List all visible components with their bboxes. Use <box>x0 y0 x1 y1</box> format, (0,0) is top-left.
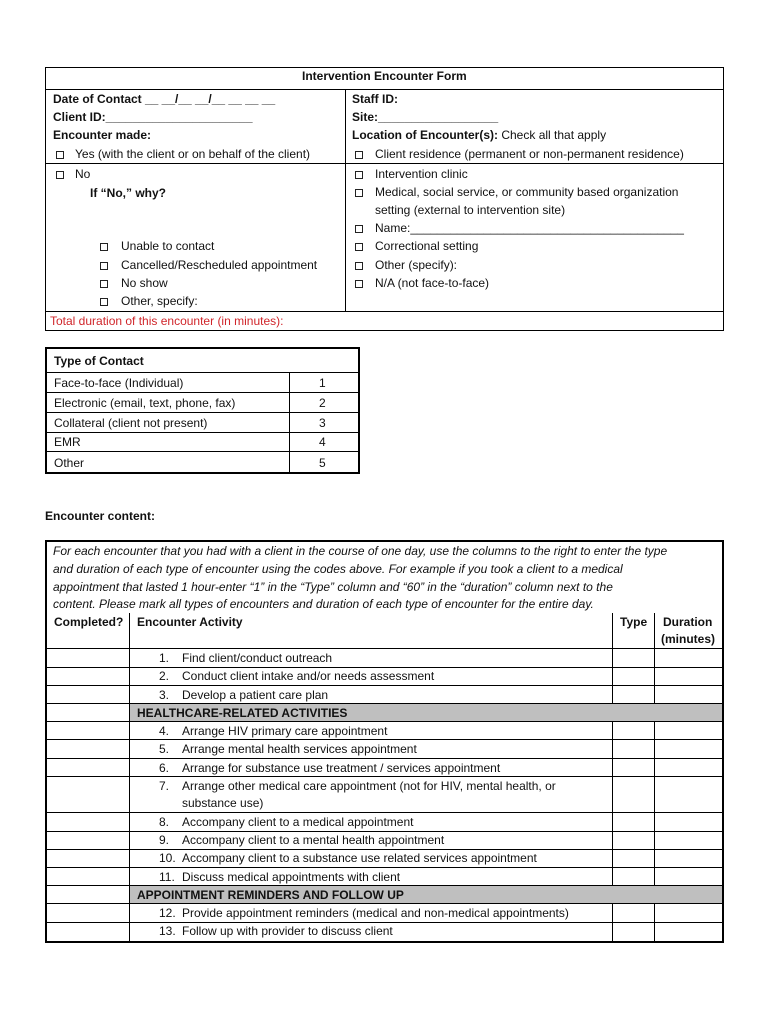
location-checkbox-clinic[interactable] <box>355 171 363 179</box>
col-duration-units: (minutes) <box>661 632 715 646</box>
contact-type-label: Other <box>54 456 85 470</box>
activity-text: Discuss medical appointments with client <box>182 870 401 884</box>
activity-text: Arrange mental health services appointment <box>182 742 417 756</box>
activity-text: Arrange HIV primary care appointment <box>182 724 388 738</box>
location-hint: Check all that apply <box>501 128 607 142</box>
activity-number: 1. <box>159 651 170 665</box>
location-organization-label: Medical, social service, or community based organization <box>375 185 679 199</box>
no-option-label: No <box>75 167 91 181</box>
activity-text: Accompany client to a substance use related services appointment <box>182 851 537 865</box>
section-reminders-header: APPOINTMENT REMINDERS AND FOLLOW UP <box>137 888 404 902</box>
client-id-field[interactable]: Client ID:______________________ <box>53 110 253 124</box>
reason-no-show-label: No show <box>121 276 168 290</box>
date-of-contact-field[interactable]: Date of Contact __ __/__ __/__ __ __ __ <box>53 92 276 106</box>
col-completed-header: Completed? <box>54 615 124 629</box>
location-checkbox-organization[interactable] <box>355 189 363 197</box>
instructions-line: For each encounter that you had with a client in the course of one day, use the columns to the right to enter the type <box>53 544 668 558</box>
encounter-content-heading: Encounter content: <box>45 509 155 523</box>
total-duration-label: Total duration of this encounter (in minutes): <box>50 314 284 328</box>
if-no-why-label: If “No,” why? <box>90 186 166 200</box>
activity-number: 7. <box>159 779 170 793</box>
activity-number: 3. <box>159 688 170 702</box>
activity-number: 4. <box>159 724 170 738</box>
location-name-field[interactable]: Name:_________________________________________ <box>375 221 684 235</box>
contact-type-label: Face-to-face (Individual) <box>54 376 184 390</box>
yes-checkbox[interactable] <box>56 151 64 159</box>
staff-id-field[interactable]: Staff ID: <box>352 92 398 106</box>
contact-type-code: 5 <box>319 456 326 470</box>
contact-type-header: Type of Contact <box>54 354 144 368</box>
activity-number: 9. <box>159 833 170 847</box>
contact-type-code: 4 <box>319 435 326 449</box>
contact-type-label: Electronic (email, text, phone, fax) <box>54 396 236 410</box>
contact-type-code: 3 <box>319 416 326 430</box>
reason-checkbox-no-show[interactable] <box>100 280 108 288</box>
location-clinic-label: Intervention clinic <box>375 167 468 181</box>
yes-option-label: Yes (with the client or on behalf of the client) <box>75 147 311 161</box>
activity-text: Provide appointment reminders (medical and non-medical appointments) <box>182 906 569 920</box>
activity-text: Arrange other medical care appointment (not for HIV, mental health, or <box>182 779 556 793</box>
contact-type-code: 2 <box>319 396 326 410</box>
location-label: Location of Encounter(s): <box>352 128 498 142</box>
location-correctional-label: Correctional setting <box>375 239 479 253</box>
activity-number: 5. <box>159 742 170 756</box>
activity-text: Accompany client to a mental health appointment <box>182 833 445 847</box>
reason-checkbox-cancelled[interactable] <box>100 262 108 270</box>
location-na-label: N/A (not face-to-face) <box>375 276 490 290</box>
activity-number: 6. <box>159 761 170 775</box>
activity-text: Find client/conduct outreach <box>182 651 333 665</box>
form-title: Intervention Encounter Form <box>302 69 467 83</box>
activity-number: 10. <box>159 851 176 865</box>
contact-type-label: Collateral (client not present) <box>54 416 208 430</box>
instructions-line: and duration of each type of encounter using the codes above. For example if you took a client to a medical <box>53 562 623 576</box>
reason-other-label: Other, specify: <box>121 294 198 308</box>
location-checkbox-correctional[interactable] <box>355 243 363 251</box>
activity-text: substance use) <box>182 796 264 810</box>
activity-text: Arrange for substance use treatment / services appointment <box>182 761 501 775</box>
contact-type-code: 1 <box>319 376 326 390</box>
location-heading <box>352 128 606 142</box>
no-checkbox[interactable] <box>56 171 64 179</box>
reason-unable-label: Unable to contact <box>121 239 215 253</box>
col-type-header: Type <box>620 615 648 629</box>
activity-number: 2. <box>159 669 170 683</box>
site-field[interactable]: Site:__________________ <box>352 110 499 124</box>
location-checkbox-name[interactable] <box>355 225 363 233</box>
reason-checkbox-unable[interactable] <box>100 243 108 251</box>
section-healthcare-header: HEALTHCARE-RELATED ACTIVITIES <box>137 706 348 720</box>
activity-number: 12. <box>159 906 176 920</box>
col-duration-header: Duration <box>663 615 713 629</box>
activity-text: Accompany client to a medical appointment <box>182 815 414 829</box>
activity-text: Develop a patient care plan <box>182 688 329 702</box>
instructions-line: appointment that lasted 1 hour-enter “1” in the “Type” column and “60” in the “duration” column next to the <box>53 580 613 594</box>
reason-cancelled-label: Cancelled/Rescheduled appointment <box>121 258 318 272</box>
location-checkbox-residence[interactable] <box>355 151 363 159</box>
activity-number: 11. <box>159 870 175 884</box>
activity-number: 8. <box>159 815 170 829</box>
location-residence-label: Client residence (permanent or non-permanent residence) <box>375 147 684 161</box>
contact-type-label: EMR <box>54 435 81 449</box>
activity-text: Conduct client intake and/or needs assessment <box>182 669 435 683</box>
location-organization-label-cont: setting (external to intervention site) <box>375 203 566 217</box>
location-checkbox-na[interactable] <box>355 280 363 288</box>
encounter-made-label: Encounter made: <box>53 128 152 142</box>
location-checkbox-other[interactable] <box>355 262 363 270</box>
col-activity-header: Encounter Activity <box>137 615 243 629</box>
instructions-line: content. Please mark all types of encounters and duration of each type of encounter for the entire day. <box>53 597 594 611</box>
activity-text: Follow up with provider to discuss client <box>182 924 393 938</box>
reason-checkbox-other[interactable] <box>100 298 108 306</box>
location-other-label: Other (specify): <box>375 258 458 272</box>
activity-number: 13. <box>159 924 176 938</box>
